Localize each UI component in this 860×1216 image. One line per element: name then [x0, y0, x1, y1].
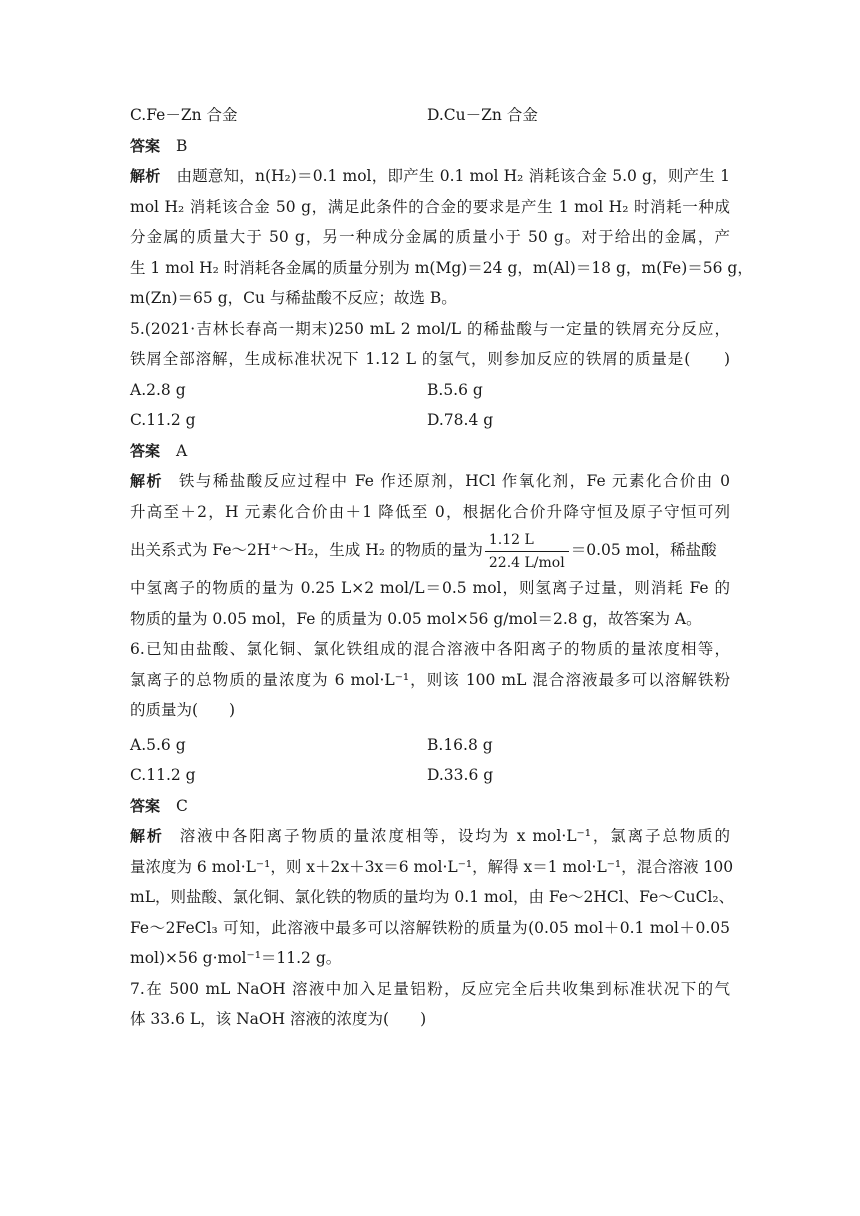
q6-options-row: [130, 730, 730, 761]
q5-option-c: C.11.2 g: [130, 411, 196, 429]
q6-analysis-line: Fe～2FeCl₃ 可知，此溶液中最多可以溶解铁粉的质量为(0.05 mol＋0.1 mol＋0.05: [130, 918, 730, 937]
q5-options-row: [130, 405, 730, 436]
q5-options-row: [130, 375, 730, 406]
q6-answer: [130, 791, 730, 822]
q6-stem-line: 氯离子的总物质的量浓度为 6 mol·L⁻¹，则该 100 mL 混合溶液最多可以溶解铁粉: [130, 670, 730, 689]
q4-options-row: [130, 100, 730, 131]
q5-option-d: D.78.4 g: [427, 411, 494, 429]
fraction: [485, 531, 569, 572]
q5-analysis-line: 物质的量为 0.05 mol，Fe 的质量为 0.05 mol×56 g/mol＝2.8 g，故答案为 A。: [130, 609, 702, 628]
q6-analysis-line: mol)×56 g·mol⁻¹＝11.2 g。: [130, 949, 342, 967]
q7-stem-line: 体 33.6 L，该 NaOH 溶液的浓度为( ): [130, 1010, 427, 1028]
analysis-tag: 解析: [130, 827, 164, 845]
q4-option-d: D.Cu－Zn 合金: [427, 106, 538, 124]
q6-analysis-line: 解析 溶液中各阳离子物质的量浓度相等，设均为 x mol·L⁻¹，氯离子总物质的: [130, 827, 730, 845]
q6-options-row: [130, 760, 730, 791]
answer-tag: 答案: [130, 441, 161, 460]
answer-tag: 答案: [130, 136, 161, 155]
q6-option-c: C.11.2 g: [130, 766, 196, 784]
q6-analysis-line: mL，则盐酸、氯化铜、氯化铁的物质的量均为 0.1 mol，由 Fe～2HCl、Fe～CuCl₂、: [130, 888, 735, 906]
analysis-tag: 解析: [130, 167, 161, 185]
q5-analysis-line: 解析 铁与稀盐酸反应过程中 Fe 作还原剂，HCl 作氧化剂，Fe 元素化合价由 0: [130, 472, 730, 490]
q5-stem-line: 5.(2021·吉林长春高一期末)250 mL 2 mol/L 的稀盐酸与一定量的铁屑充分反应，: [130, 319, 730, 338]
q5-analysis-line: 中氢离子的物质的量为 0.25 L×2 mol/L＝0.5 mol，则氢离子过量，则消耗 Fe 的: [130, 579, 730, 597]
document-page: [130, 100, 753, 1035]
q4-analysis-line: 分金属的质量大于 50 g，另一种成分金属的质量小于 50 g。对于给出的金属，产: [130, 228, 730, 246]
q6-analysis-line: 量浓度为 6 mol·L⁻¹，则 x＋2x＋3x＝6 mol·L⁻¹，解得 x＝1 mol·L⁻¹，混合溶液 100: [130, 857, 734, 876]
q4-analysis-line: mol H₂ 消耗该合金 50 g，满足此条件的合金的要求是产生 1 mol H₂ 时消耗一种成: [130, 197, 730, 216]
q6-option-a: A.5.6 g: [130, 735, 186, 754]
fraction-numerator: 1.12 L: [485, 531, 569, 552]
answer-value: A: [176, 441, 188, 460]
analysis-tag: 解析: [130, 472, 163, 490]
answer-tag: 答案: [130, 796, 161, 815]
q6-stem-line: 的质量为( ): [130, 701, 236, 719]
q5-option-b: B.5.6 g: [427, 380, 483, 399]
q5-analysis-line-with-fraction: 出关系式为 Fe～2H⁺～H₂，生成 H₂ 的物质的量为 $\frac{1.12 L}{\text{22.4 L/mol}}$ ＝0.05 mol，稀盐酸: [130, 531, 717, 571]
q6-option-d: D.33.6 g: [427, 766, 494, 784]
q6-option-b: B.16.8 g: [427, 735, 493, 754]
q7-stem-line: 7.在 500 mL NaOH 溶液中加入足量铝粉，反应完全后共收集到标准状况下的气: [130, 979, 730, 998]
q5-option-a: A.2.8 g: [130, 380, 186, 399]
q5-stem-line: 铁屑全部溶解，生成标准状况下 1.12 L 的氢气，则参加反应的铁屑的质量是( ): [130, 350, 730, 368]
q4-option-c: C.Fe－Zn 合金: [130, 106, 238, 124]
q5-answer: [130, 436, 730, 467]
q5-analysis-line: 升高至＋2，H 元素化合价由＋1 降低至 0，根据化合价升降守恒及原子守恒可列: [130, 502, 730, 521]
q4-answer: [130, 131, 730, 162]
q6-stem-line: 6.已知由盐酸、氯化铜、氯化铁组成的混合溶液中各阳离子的物质的量浓度相等，: [130, 640, 730, 658]
answer-value: B: [176, 136, 188, 155]
q4-analysis-line: 解析 由题意知，n(H₂)＝0.1 mol，即产生 0.1 mol H₂ 消耗该合金 5.0 g，则产生 1: [130, 167, 730, 185]
answer-value: C: [176, 796, 188, 815]
q4-analysis-line: 生 1 mol H₂ 时消耗各金属的质量分别为 m(Mg)＝24 g，m(Al)＝18 g，m(Fe)＝56 g，: [130, 258, 753, 277]
fraction-denominator: 22.4 L/mol: [488, 554, 565, 571]
q4-analysis-line: m(Zn)＝65 g，Cu 与稀盐酸不反应；故选 B。: [130, 289, 457, 307]
